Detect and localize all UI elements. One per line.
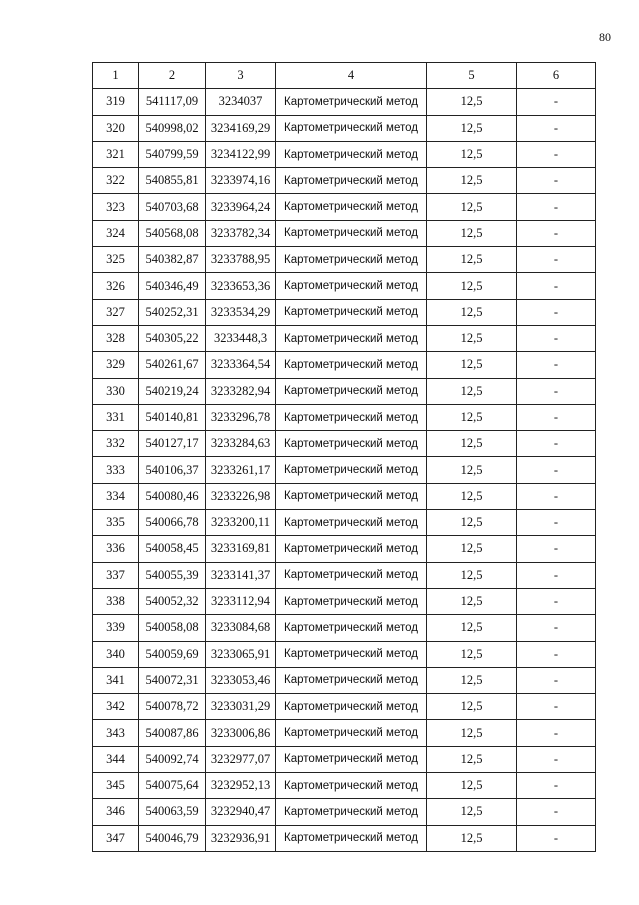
table-row (93, 404, 596, 430)
x-coordinate-cell: 540252,31 (139, 299, 206, 325)
y-coordinate-cell: 3233282,94 (206, 378, 276, 404)
accuracy-cell: 12,5 (427, 773, 517, 799)
x-coordinate-cell: 540261,67 (139, 352, 206, 378)
x-coordinate-cell: 540063,59 (139, 799, 206, 825)
accuracy-cell: 12,5 (427, 115, 517, 141)
table-row (93, 746, 596, 772)
accuracy-cell: 12,5 (427, 141, 517, 167)
point-number-cell: 327 (93, 299, 139, 325)
note-cell: - (517, 352, 596, 378)
method-cell: Картометрический метод (276, 615, 427, 641)
point-number-cell: 344 (93, 746, 139, 772)
header-col-2: 2 (139, 63, 206, 89)
method-cell: Картометрический метод (276, 641, 427, 667)
x-coordinate-cell: 540799,59 (139, 141, 206, 167)
y-coordinate-cell: 3232977,07 (206, 746, 276, 772)
y-coordinate-cell: 3233084,68 (206, 615, 276, 641)
note-cell: - (517, 799, 596, 825)
y-coordinate-cell: 3233534,29 (206, 299, 276, 325)
table-row (93, 273, 596, 299)
header-col-3: 3 (206, 63, 276, 89)
note-cell: - (517, 694, 596, 720)
note-cell: - (517, 194, 596, 220)
x-coordinate-cell: 540059,69 (139, 641, 206, 667)
table-body (93, 89, 596, 852)
accuracy-cell: 12,5 (427, 615, 517, 641)
x-coordinate-cell: 540066,78 (139, 510, 206, 536)
accuracy-cell: 12,5 (427, 746, 517, 772)
point-number-cell: 321 (93, 141, 139, 167)
point-number-cell: 337 (93, 562, 139, 588)
method-cell: Картометрический метод (276, 720, 427, 746)
accuracy-cell: 12,5 (427, 404, 517, 430)
x-coordinate-cell: 540703,68 (139, 194, 206, 220)
method-cell: Картометрический метод (276, 457, 427, 483)
x-coordinate-cell: 540568,08 (139, 220, 206, 246)
x-coordinate-cell: 540080,46 (139, 483, 206, 509)
x-coordinate-cell: 540140,81 (139, 404, 206, 430)
y-coordinate-cell: 3233788,95 (206, 247, 276, 273)
note-cell: - (517, 825, 596, 851)
method-cell: Картометрический метод (276, 483, 427, 509)
y-coordinate-cell: 3233284,63 (206, 431, 276, 457)
point-number-cell: 332 (93, 431, 139, 457)
point-number-cell: 334 (93, 483, 139, 509)
method-cell: Картометрический метод (276, 773, 427, 799)
method-cell: Картометрический метод (276, 247, 427, 273)
point-number-cell: 343 (93, 720, 139, 746)
table-row (93, 720, 596, 746)
point-number-cell: 319 (93, 89, 139, 115)
header-col-6: 6 (517, 63, 596, 89)
note-cell: - (517, 115, 596, 141)
table-row (93, 299, 596, 325)
method-cell: Картометрический метод (276, 825, 427, 851)
point-number-cell: 322 (93, 168, 139, 194)
accuracy-cell: 12,5 (427, 299, 517, 325)
y-coordinate-cell: 3233448,3 (206, 325, 276, 351)
table-row (93, 115, 596, 141)
coordinates-table (92, 62, 596, 852)
method-cell: Картометрический метод (276, 352, 427, 378)
method-cell: Картометрический метод (276, 89, 427, 115)
accuracy-cell: 12,5 (427, 352, 517, 378)
point-number-cell: 345 (93, 773, 139, 799)
method-cell: Картометрический метод (276, 168, 427, 194)
table-row (93, 168, 596, 194)
accuracy-cell: 12,5 (427, 247, 517, 273)
accuracy-cell: 12,5 (427, 325, 517, 351)
table-row (93, 352, 596, 378)
header-col-5: 5 (427, 63, 517, 89)
y-coordinate-cell: 3233112,94 (206, 588, 276, 614)
x-coordinate-cell: 540055,39 (139, 562, 206, 588)
table-row (93, 615, 596, 641)
note-cell: - (517, 562, 596, 588)
method-cell: Картометрический метод (276, 746, 427, 772)
y-coordinate-cell: 3234122,99 (206, 141, 276, 167)
method-cell: Картометрический метод (276, 667, 427, 693)
table-row (93, 89, 596, 115)
y-coordinate-cell: 3233031,29 (206, 694, 276, 720)
note-cell: - (517, 720, 596, 746)
table-row (93, 247, 596, 273)
point-number-cell: 320 (93, 115, 139, 141)
y-coordinate-cell: 3233006,86 (206, 720, 276, 746)
accuracy-cell: 12,5 (427, 536, 517, 562)
method-cell: Картометрический метод (276, 510, 427, 536)
x-coordinate-cell: 540092,74 (139, 746, 206, 772)
table-row (93, 141, 596, 167)
point-number-cell: 340 (93, 641, 139, 667)
point-number-cell: 347 (93, 825, 139, 851)
x-coordinate-cell: 540127,17 (139, 431, 206, 457)
point-number-cell: 326 (93, 273, 139, 299)
accuracy-cell: 12,5 (427, 168, 517, 194)
accuracy-cell: 12,5 (427, 431, 517, 457)
method-cell: Картометрический метод (276, 562, 427, 588)
note-cell: - (517, 168, 596, 194)
table-row (93, 510, 596, 536)
accuracy-cell: 12,5 (427, 89, 517, 115)
note-cell: - (517, 746, 596, 772)
note-cell: - (517, 404, 596, 430)
method-cell: Картометрический метод (276, 220, 427, 246)
table-row (93, 773, 596, 799)
method-cell: Картометрический метод (276, 325, 427, 351)
accuracy-cell: 12,5 (427, 220, 517, 246)
point-number-cell: 335 (93, 510, 139, 536)
x-coordinate-cell: 540058,08 (139, 615, 206, 641)
note-cell: - (517, 483, 596, 509)
point-number-cell: 333 (93, 457, 139, 483)
point-number-cell: 342 (93, 694, 139, 720)
accuracy-cell: 12,5 (427, 799, 517, 825)
note-cell: - (517, 89, 596, 115)
method-cell: Картометрический метод (276, 694, 427, 720)
accuracy-cell: 12,5 (427, 194, 517, 220)
note-cell: - (517, 378, 596, 404)
point-number-cell: 324 (93, 220, 139, 246)
table-row (93, 667, 596, 693)
y-coordinate-cell: 3233782,34 (206, 220, 276, 246)
table-row (93, 220, 596, 246)
accuracy-cell: 12,5 (427, 562, 517, 588)
x-coordinate-cell: 540998,02 (139, 115, 206, 141)
x-coordinate-cell: 540075,64 (139, 773, 206, 799)
table-row (93, 325, 596, 351)
x-coordinate-cell: 540087,86 (139, 720, 206, 746)
note-cell: - (517, 773, 596, 799)
method-cell: Картометрический метод (276, 115, 427, 141)
accuracy-cell: 12,5 (427, 457, 517, 483)
table-row (93, 457, 596, 483)
y-coordinate-cell: 3233169,81 (206, 536, 276, 562)
header-col-1: 1 (93, 63, 139, 89)
y-coordinate-cell: 3234169,29 (206, 115, 276, 141)
note-cell: - (517, 667, 596, 693)
table-row (93, 799, 596, 825)
point-number-cell: 329 (93, 352, 139, 378)
point-number-cell: 330 (93, 378, 139, 404)
y-coordinate-cell: 3233200,11 (206, 510, 276, 536)
x-coordinate-cell: 540058,45 (139, 536, 206, 562)
y-coordinate-cell: 3233065,91 (206, 641, 276, 667)
accuracy-cell: 12,5 (427, 273, 517, 299)
table-row (93, 431, 596, 457)
note-cell: - (517, 299, 596, 325)
point-number-cell: 341 (93, 667, 139, 693)
table-row (93, 562, 596, 588)
table-row (93, 378, 596, 404)
point-number-cell: 331 (93, 404, 139, 430)
note-cell: - (517, 615, 596, 641)
accuracy-cell: 12,5 (427, 641, 517, 667)
method-cell: Картометрический метод (276, 194, 427, 220)
y-coordinate-cell: 3233653,36 (206, 273, 276, 299)
method-cell: Картометрический метод (276, 141, 427, 167)
method-cell: Картометрический метод (276, 588, 427, 614)
point-number-cell: 325 (93, 247, 139, 273)
accuracy-cell: 12,5 (427, 483, 517, 509)
table-row (93, 536, 596, 562)
table-row (93, 694, 596, 720)
header-col-4: 4 (276, 63, 427, 89)
x-coordinate-cell: 540046,79 (139, 825, 206, 851)
note-cell: - (517, 273, 596, 299)
method-cell: Картометрический метод (276, 536, 427, 562)
method-cell: Картометрический метод (276, 378, 427, 404)
x-coordinate-cell: 540855,81 (139, 168, 206, 194)
table-row (93, 641, 596, 667)
note-cell: - (517, 536, 596, 562)
accuracy-cell: 12,5 (427, 378, 517, 404)
table-row (93, 588, 596, 614)
x-coordinate-cell: 540052,32 (139, 588, 206, 614)
y-coordinate-cell: 3233053,46 (206, 667, 276, 693)
x-coordinate-cell: 540106,37 (139, 457, 206, 483)
note-cell: - (517, 220, 596, 246)
y-coordinate-cell: 3234037 (206, 89, 276, 115)
method-cell: Картометрический метод (276, 273, 427, 299)
note-cell: - (517, 141, 596, 167)
note-cell: - (517, 325, 596, 351)
table-row (93, 825, 596, 851)
method-cell: Картометрический метод (276, 431, 427, 457)
method-cell: Картометрический метод (276, 299, 427, 325)
y-coordinate-cell: 3233261,17 (206, 457, 276, 483)
note-cell: - (517, 431, 596, 457)
point-number-cell: 338 (93, 588, 139, 614)
x-coordinate-cell: 540078,72 (139, 694, 206, 720)
accuracy-cell: 12,5 (427, 720, 517, 746)
y-coordinate-cell: 3233364,54 (206, 352, 276, 378)
page-number: 80 (599, 30, 611, 44)
table-row (93, 483, 596, 509)
method-cell: Картометрический метод (276, 404, 427, 430)
point-number-cell: 339 (93, 615, 139, 641)
x-coordinate-cell: 541117,09 (139, 89, 206, 115)
accuracy-cell: 12,5 (427, 694, 517, 720)
table-header-row (93, 63, 596, 89)
note-cell: - (517, 247, 596, 273)
point-number-cell: 323 (93, 194, 139, 220)
table-row (93, 194, 596, 220)
note-cell: - (517, 588, 596, 614)
point-number-cell: 336 (93, 536, 139, 562)
note-cell: - (517, 457, 596, 483)
y-coordinate-cell: 3232936,91 (206, 825, 276, 851)
y-coordinate-cell: 3233141,37 (206, 562, 276, 588)
accuracy-cell: 12,5 (427, 588, 517, 614)
y-coordinate-cell: 3232952,13 (206, 773, 276, 799)
y-coordinate-cell: 3233296,78 (206, 404, 276, 430)
accuracy-cell: 12,5 (427, 825, 517, 851)
accuracy-cell: 12,5 (427, 510, 517, 536)
x-coordinate-cell: 540305,22 (139, 325, 206, 351)
y-coordinate-cell: 3233964,24 (206, 194, 276, 220)
y-coordinate-cell: 3233974,16 (206, 168, 276, 194)
point-number-cell: 328 (93, 325, 139, 351)
x-coordinate-cell: 540219,24 (139, 378, 206, 404)
method-cell: Картометрический метод (276, 799, 427, 825)
x-coordinate-cell: 540382,87 (139, 247, 206, 273)
y-coordinate-cell: 3233226,98 (206, 483, 276, 509)
y-coordinate-cell: 3232940,47 (206, 799, 276, 825)
note-cell: - (517, 641, 596, 667)
x-coordinate-cell: 540346,49 (139, 273, 206, 299)
point-number-cell: 346 (93, 799, 139, 825)
accuracy-cell: 12,5 (427, 667, 517, 693)
x-coordinate-cell: 540072,31 (139, 667, 206, 693)
note-cell: - (517, 510, 596, 536)
